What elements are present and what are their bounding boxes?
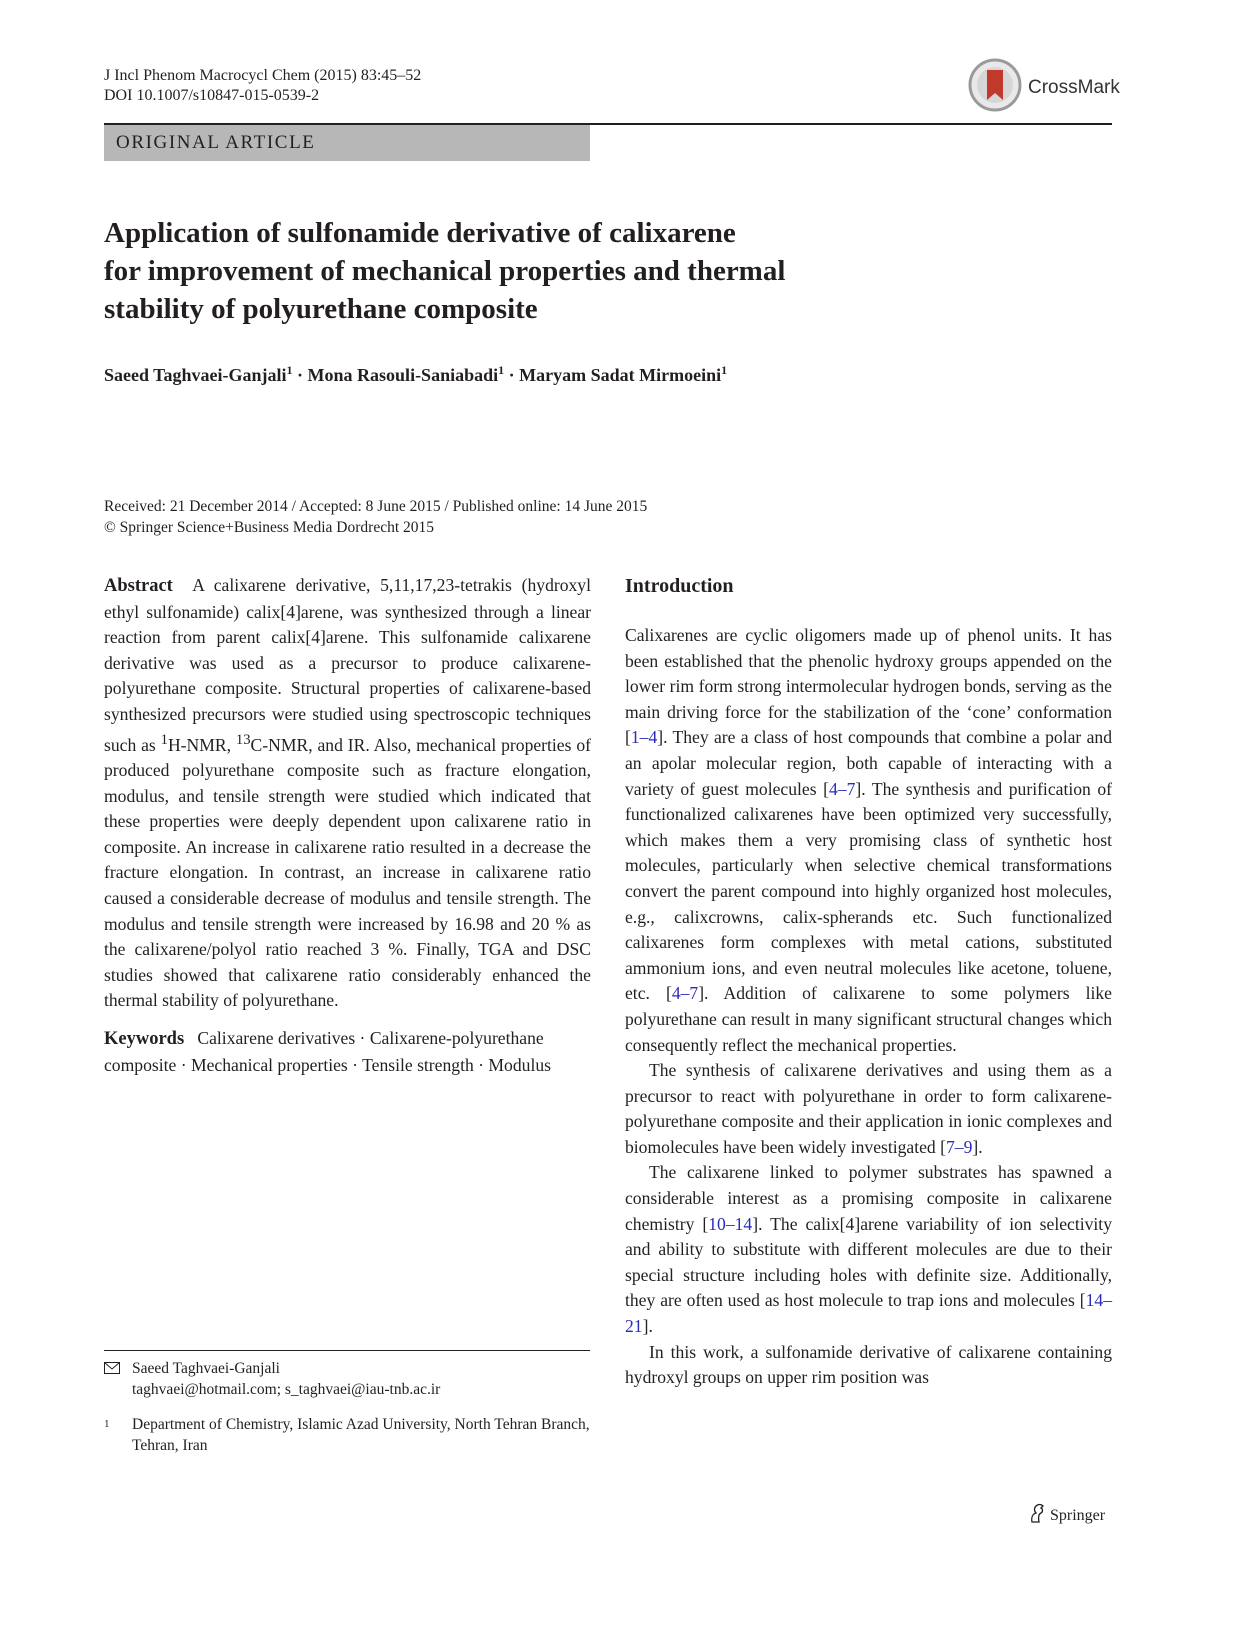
paragraph-text: Calixarenes are cyclic oligomers made up of phenol units. It has been established that the phenolic hydroxy groups appended on the lower rim form strong intermolecular hydrogen bonds, serving as the main driving force for the stabilization of the ‘cone’ conformation [ <box>625 625 1112 748</box>
paragraph-text: In this work, a sulfonamide derivative of calixarene containing hydroxyl groups on upper rim position was <box>625 1341 1112 1388</box>
author-affil-mark: 1 <box>286 363 293 377</box>
abstract-text: H-NMR, <box>167 734 236 755</box>
title-line-1: Application of sulfonamide derivative of calixarene <box>104 217 736 249</box>
author-separator: · <box>504 365 520 385</box>
paragraph-text: The calixarene linked to polymer substrates has spawned a considerable interest as a promising composite in calixarene chemistry [ <box>625 1162 1112 1234</box>
correspondence-name: Saeed Taghvaei-Ganjali <box>132 1360 280 1377</box>
paragraph-text: ]. The calix[4]arene variability of ion selectivity and ability to substitute with different molecules are due to their special structure including holes with definite size. Additionally, they are often used as host molecule to trap ions and molecules [ <box>625 1213 1112 1311</box>
citation-link[interactable]: 1–4 <box>630 727 658 748</box>
left-column <box>104 573 591 1078</box>
affiliation-text: Department of Chemistry, Islamic Azad University, North Tehran Branch, Tehran, Iran <box>132 1416 590 1454</box>
author-affil-mark: 1 <box>721 363 728 377</box>
author-affil-mark: 1 <box>498 363 505 377</box>
author-name[interactable]: Saeed Taghvaei-Ganjali <box>104 365 287 385</box>
article-type-banner: ORIGINAL ARTICLE <box>104 125 590 161</box>
citation-link[interactable]: 7–9 <box>945 1136 973 1157</box>
abstract-text: C-NMR, and IR. Also, mechanical properties of produced polyurethane composite such as fracture elongation, modulus, and tensile strength were studied which indicated that these properties were deeply dependent upon calixarene ratio in composite. An increase in calixarene ratio resulted in a decrease the fracture elongation. In contrast, an increase in calixarene ratio caused a considerable decrease of modulus and tensile strength. The modulus and tensile strength were increased by 16.98 and 20 % as the calixarene/polyol ratio reached 3 %. Finally, TGA and DSC studies showed that calixarene ratio considerably enhanced the thermal stability of polyurethane. <box>104 734 591 1011</box>
citation-link[interactable]: 4–7 <box>828 778 856 799</box>
intro-paragraph <box>625 1340 1112 1391</box>
envelope-icon <box>104 1358 132 1400</box>
paragraph-text: ]. They are a class of host compounds that combine a polar and an apolar molecular region, both capable of interacting with a variety of guest molecules [ <box>625 727 1112 799</box>
affiliation-footnote <box>104 1414 590 1456</box>
author-list <box>104 358 727 387</box>
keywords-text: Calixarene derivatives · Calixarene-polyurethane composite · Mechanical properties · Tensile strength · Modulus <box>104 1027 551 1075</box>
copyright-notice: © Springer Science+Business Media Dordrecht 2015 <box>104 519 435 536</box>
section-heading: Introduction <box>625 575 734 597</box>
paragraph-text: ]. <box>972 1136 983 1157</box>
correspondence-footnote <box>104 1358 590 1400</box>
citation-link[interactable]: 14–21 <box>625 1290 1112 1337</box>
crossmark-badge[interactable] <box>968 58 1120 117</box>
paragraph-text: ]. The synthesis and purification of functionalized calixarenes have been optimized very successfully, which makes them a very promising class of synthetic host molecules, particularly when selective chemical transformations convert the parent compound into highly organized host molecules, e.g., calixcrowns, calix-spherands etc. Such functionalized calixarenes form complexes with metal cations, substituted ammonium ions, and even neutral molecules like acetone, toluene, etc. [ <box>625 778 1113 1004</box>
superscript: 1 <box>160 731 168 748</box>
crossmark-label: CrossMark <box>1028 76 1120 98</box>
journal-reference: J Incl Phenom Macrocycl Chem (2015) 83:45–52 <box>104 67 422 84</box>
superscript: 13 <box>235 731 251 748</box>
journal-citation <box>104 66 421 106</box>
author-separator: · <box>292 365 308 385</box>
publisher-logo <box>1028 1503 1105 1528</box>
paragraph-text: ]. Addition of calixarene to some polymers like polyurethane can result in many significant structural changes which consequently reflect the mechanical properties. <box>625 983 1112 1055</box>
history-dates: Received: 21 December 2014 / Accepted: 8 June 2015 / Published online: 14 June 2015 <box>104 498 648 515</box>
publisher-name: Springer <box>1050 1506 1106 1524</box>
footnote-rule <box>104 1350 590 1351</box>
affiliation-mark: 1 <box>104 1418 110 1430</box>
author-name[interactable]: Mona Rasouli-Saniabadi <box>307 365 499 385</box>
right-column <box>625 573 1112 1391</box>
abstract <box>104 573 591 1014</box>
title-line-3: stability of polyurethane composite <box>104 293 538 325</box>
doi: DOI 10.1007/s10847-015-0539-2 <box>104 87 320 104</box>
title-line-2: for improvement of mechanical properties and thermal <box>104 255 786 287</box>
paragraph-text: ]. <box>642 1316 653 1337</box>
abstract-label: Abstract <box>104 576 173 596</box>
publication-dates <box>104 496 647 538</box>
crossmark-icon <box>968 58 1022 117</box>
springer-horse-icon <box>1028 1503 1050 1528</box>
keywords <box>104 1026 591 1078</box>
citation-link[interactable]: 4–7 <box>671 983 699 1004</box>
keywords-label: Keywords <box>104 1028 185 1049</box>
correspondence-email[interactable]: taghvaei@hotmail.com; s_taghvaei@iau-tnb.ac.ir <box>132 1381 441 1398</box>
author-name[interactable]: Maryam Sadat Mirmoeini <box>519 365 722 385</box>
citation-link[interactable]: 10–14 <box>708 1213 753 1234</box>
intro-paragraph <box>625 623 1112 1058</box>
intro-paragraph <box>625 1058 1112 1160</box>
abstract-text: A calixarene derivative, 5,11,17,23-tetrakis (hydroxyl ethyl sulfonamide) calix[4]arene, was synthesized through a linear reaction from parent calix[4]arene. This sulfonamide calixarene derivative was used as a precursor to produce calixarene-polyurethane composite. Structural properties of calixarene-based synthesized precursors were studied using spectroscopic techniques such as <box>104 575 591 755</box>
footnotes <box>104 1358 590 1456</box>
intro-paragraph <box>625 1160 1112 1339</box>
paragraph-text: The synthesis of calixarene derivatives and using them as a precursor to react with polyurethane in order to form calixarene-polyurethane composite and their application in ionic complexes and biomolecules have been widely investigated [ <box>625 1060 1112 1157</box>
article-title <box>104 214 1004 328</box>
